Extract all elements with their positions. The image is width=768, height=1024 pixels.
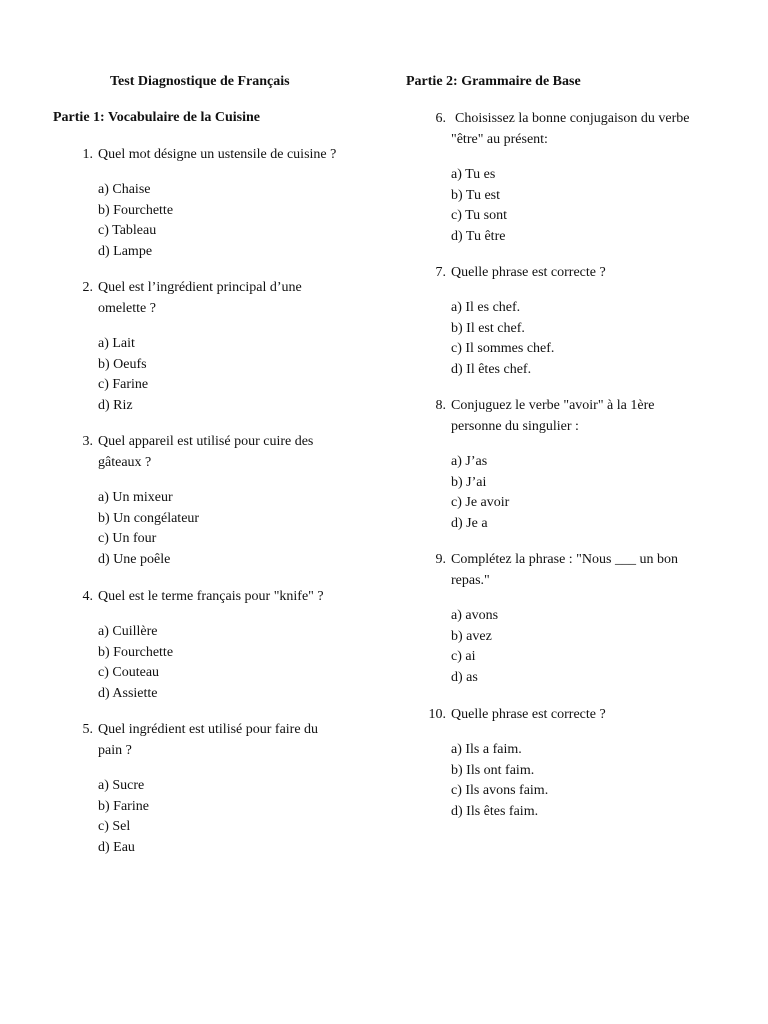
answer-option: a) Il es chef. <box>451 300 521 315</box>
answer-option: c) Ils avons faim. <box>451 783 549 799</box>
answer-option: a) Un mixeur <box>98 490 173 505</box>
answer-options <box>451 740 694 822</box>
part2-heading: Partie 2: Grammaire de Base <box>406 74 581 89</box>
answer-options <box>98 622 341 704</box>
answer-option: c) Couteau <box>98 665 160 681</box>
answer-option: b) J’ai <box>451 474 487 490</box>
question-7 <box>424 262 694 380</box>
answer-option: a) Cuillère <box>98 624 158 639</box>
question-number: 9. <box>435 552 446 567</box>
answer-options <box>451 165 694 247</box>
part1-heading: Partie 1: Vocabulaire de la Cuisine <box>53 110 261 125</box>
question-number: 7. <box>435 265 446 280</box>
question-text: Choisissez la bonne conjugaison du verbe "être" au présent: <box>451 111 690 147</box>
answer-option: d) Une poêle <box>98 551 171 567</box>
question-number: 1. <box>82 147 93 162</box>
answer-option: b) Oeufs <box>98 356 147 372</box>
question-number: 8. <box>435 398 446 413</box>
answer-option: b) Farine <box>98 798 149 814</box>
question-number: 10. <box>428 707 446 722</box>
question-10 <box>424 704 694 822</box>
answer-option: b) Ils ont faim. <box>451 762 535 778</box>
answer-option: b) Tu est <box>451 187 501 203</box>
question-number: 5. <box>82 722 93 737</box>
question-5 <box>71 719 341 858</box>
answer-option: b) avez <box>451 628 492 644</box>
answer-options <box>451 606 694 688</box>
question-number: 4. <box>82 589 93 604</box>
answer-option: b) Fourchette <box>98 202 174 218</box>
answer-options <box>98 776 341 858</box>
answer-option: d) as <box>451 669 478 685</box>
answer-option: d) Il êtes chef. <box>451 361 532 377</box>
question-3 <box>71 431 341 570</box>
answer-option: c) Je avoir <box>451 495 510 511</box>
document-title: Test Diagnostique de Français <box>110 74 290 89</box>
question-6 <box>424 108 694 247</box>
question-text: Quel appareil est utilisé pour cuire des gâteaux ? <box>98 434 314 470</box>
answer-option: b) Fourchette <box>98 644 174 660</box>
question-text: Conjuguez le verbe "avoir" à la 1ère personne du singulier : <box>451 398 655 434</box>
answer-option: a) Ils a faim. <box>451 742 522 757</box>
question-number: 2. <box>82 280 93 295</box>
question-text: Quel mot désigne un ustensile de cuisine ? <box>98 147 337 162</box>
answer-options <box>98 334 341 416</box>
answer-option: c) ai <box>451 649 476 665</box>
question-9 <box>424 549 694 688</box>
answer-option: c) Tableau <box>98 223 157 239</box>
question-1 <box>71 144 341 262</box>
answer-option: a) Lait <box>98 336 135 351</box>
answer-option: d) Je a <box>451 515 488 531</box>
answer-option: d) Tu être <box>451 228 506 244</box>
answer-option: b) Il est chef. <box>451 320 525 336</box>
answer-option: a) avons <box>451 608 499 623</box>
answer-option: a) Tu es <box>451 167 496 182</box>
question-8 <box>424 395 694 534</box>
answer-option: c) Farine <box>98 377 149 393</box>
question-text: Quelle phrase est correcte ? <box>451 707 606 722</box>
answer-option: c) Il sommes chef. <box>451 341 555 357</box>
question-text: Quel est le terme français pour "knife" ? <box>98 589 324 604</box>
question-text: Quel est l’ingrédient principal d’une omelette ? <box>98 280 302 316</box>
answer-option: a) J’as <box>451 454 488 469</box>
question-number: 3. <box>82 434 93 449</box>
answer-option: d) Lampe <box>98 243 153 259</box>
question-text: Complétez la phrase : "Nous ___ un bon repas." <box>451 552 678 588</box>
answer-options <box>451 298 694 380</box>
question-text: Quel ingrédient est utilisé pour faire du pain ? <box>98 722 319 758</box>
answer-option: b) Un congélateur <box>98 510 200 526</box>
question-2 <box>71 277 341 416</box>
answer-option: d) Eau <box>98 839 135 855</box>
answer-option: a) Chaise <box>98 182 151 197</box>
answer-option: a) Sucre <box>98 778 145 793</box>
answer-option: d) Riz <box>98 397 133 413</box>
question-number: 6. <box>435 111 446 126</box>
answer-options <box>98 180 341 262</box>
question-4 <box>71 586 341 704</box>
answer-options <box>98 488 341 570</box>
answer-option: d) Ils êtes faim. <box>451 803 539 819</box>
answer-options <box>451 452 694 534</box>
answer-option: d) Assiette <box>98 685 158 701</box>
question-text: Quelle phrase est correcte ? <box>451 265 606 280</box>
answer-option: c) Tu sont <box>451 208 508 224</box>
answer-option: c) Un four <box>98 531 157 547</box>
answer-option: c) Sel <box>98 819 131 835</box>
